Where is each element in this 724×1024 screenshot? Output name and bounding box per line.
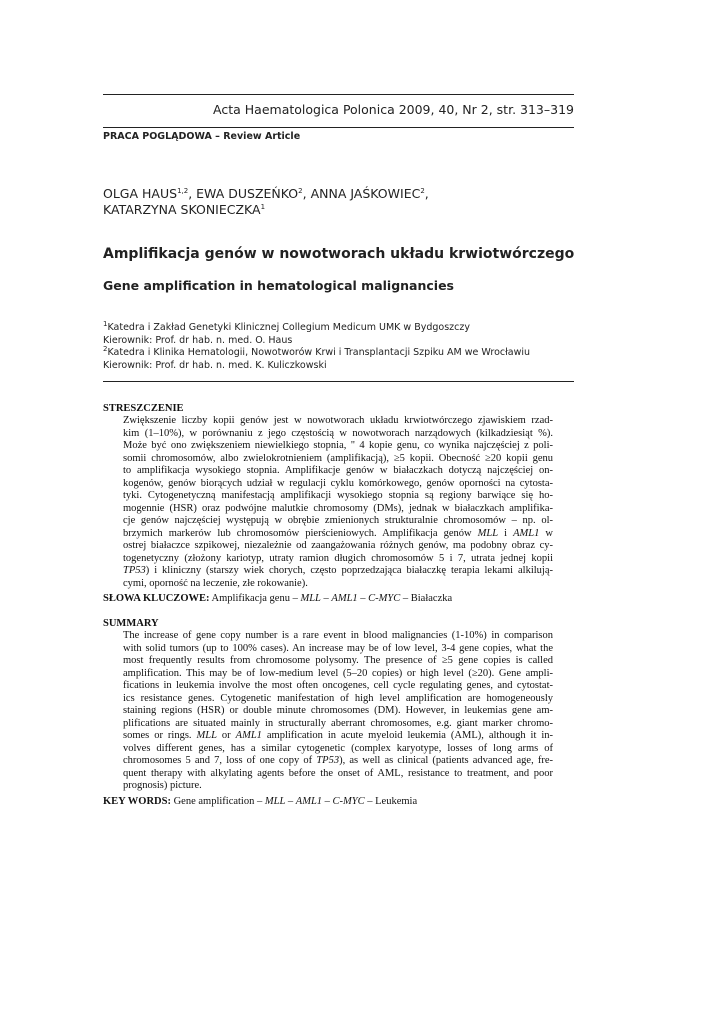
paragraph-line: chromosomes 5 and 7, loss of one copy of TP53), as well as clinical (patients advanced age, fre- bbox=[123, 755, 553, 766]
author-name: KATARZYNA SKONIECZKA bbox=[103, 202, 261, 217]
paragraph-line: staining regions (HSR) or double minute chromosomes (DM). However, in leukemias gene am- bbox=[123, 705, 553, 716]
author-line-2 bbox=[103, 202, 429, 218]
paragraph-line: plifications are situated mainly in structurally aberrant chromosomes, e.g. giant marker chromo- bbox=[123, 717, 553, 729]
title-polish: Amplifikacja genów w nowotworach układu krwiotwórczego bbox=[103, 246, 575, 262]
author-affiliation-mark: 2 bbox=[298, 186, 303, 195]
paragraph-line: mogennie (HSR) oraz podwójne malutkie chromosomy (DMs), jednak w białaczkach amplifika- bbox=[123, 502, 553, 514]
keyword-separator: – bbox=[357, 593, 369, 604]
keyword-gene: MLL bbox=[264, 796, 286, 807]
keyword-gene: AML1 bbox=[295, 796, 323, 807]
gene-name: AML1 bbox=[235, 730, 262, 741]
summary-body bbox=[123, 630, 553, 793]
paragraph-line: kim (1–10%), w porównaniu z jego częstością w nowotworach narządowych (kilkadziesiąt %). bbox=[123, 427, 553, 439]
author-affiliation-mark: 2 bbox=[420, 186, 425, 195]
paragraph-line: prognosis) picture. bbox=[123, 780, 202, 791]
affiliation-text: Kierownik: Prof. dr hab. n. med. O. Haus bbox=[103, 334, 293, 346]
keyword-separator: – bbox=[285, 796, 296, 807]
keyword-text: – Leukemia bbox=[364, 796, 418, 807]
gene-name: MLL bbox=[196, 730, 217, 741]
author-name: ANNA JAŚKOWIEC bbox=[310, 186, 421, 201]
author-separator: , bbox=[188, 186, 197, 201]
author-affiliation-mark: 1,2 bbox=[177, 186, 189, 195]
author-name: EWA DUSZEŃKO bbox=[196, 186, 299, 201]
keyword-gene: C-MYC bbox=[332, 796, 365, 807]
affiliation-line bbox=[103, 347, 530, 360]
top-rule bbox=[103, 94, 574, 95]
keyword-separator: – bbox=[320, 593, 332, 604]
author-separator: , bbox=[302, 186, 311, 201]
affiliation-text: Katedra i Zakład Genetyki Klinicznej Collegium Medicum UMK w Bydgoszczy bbox=[107, 322, 470, 333]
paragraph-line: The increase of gene copy number is a rare event in blood malignancies (1-10%) in comparison bbox=[123, 630, 553, 641]
author-line-1 bbox=[103, 186, 429, 202]
gene-name: TP53 bbox=[316, 755, 340, 766]
affiliation-text: Kierownik: Prof. dr hab. n. med. K. Kuliczkowski bbox=[103, 359, 327, 371]
title-english: Gene amplification in hematological malignancies bbox=[103, 278, 454, 293]
keyword-gene: MLL bbox=[300, 593, 321, 604]
keyword-separator: – bbox=[322, 796, 333, 807]
paragraph-line: volves different genes, has a similar cytogenetic (complex karyotype, losses of long arms of bbox=[123, 742, 553, 754]
affiliation-line bbox=[103, 319, 530, 335]
affiliation-line bbox=[103, 360, 530, 373]
author-separator: , bbox=[424, 186, 429, 201]
paragraph-line: tyki. Cytogenetyczną manifestacją amplifikacji wysokiego stopnia są regiony barwiące się ho- bbox=[123, 490, 553, 501]
journal-citation: Acta Haematologica Polonica 2009, 40, Nr 2, str. 313–319 bbox=[213, 102, 574, 117]
paragraph-line: most frequently results from chromosome polysomy. The presence of ≥5 gene copies is called bbox=[123, 655, 553, 666]
keyword-text: Gene amplification – bbox=[170, 796, 265, 807]
author-name: OLGA HAUS bbox=[103, 186, 178, 201]
paragraph-line: somii chromosomów, albo zwielokrotnieniem (amplifikacją), ≥5 kopii. Obecność ≥20 kopii genu bbox=[123, 452, 553, 464]
paragraph-line: ostrej białaczce szpikowej, niezależnie od zaangażowania różnych genów, ma podobny obraz cy- bbox=[123, 540, 553, 551]
paragraph-line: togenetyczny (złożony kariotyp, utraty ramion długich chromosomów 5 i 7, utrata jednej kopii bbox=[123, 552, 553, 564]
affiliation-mark: 2 bbox=[103, 345, 108, 354]
streszczenie-body bbox=[123, 415, 553, 590]
author-affiliation-mark: 1 bbox=[260, 202, 266, 211]
author-list bbox=[103, 186, 429, 218]
paragraph-line: quent therapy with alkylating agents before the onset of AML, resistance to treatment, and poor bbox=[123, 767, 553, 779]
keyword-gene: C-MYC bbox=[368, 593, 401, 604]
affiliations bbox=[103, 319, 531, 372]
gene-name: TP53 bbox=[123, 565, 146, 576]
paragraph-line: TP53) i kliniczny (starszy wiek chorych, często poprzedzająca białaczkę terapia lekami alkilują- bbox=[123, 565, 553, 576]
affiliation-line bbox=[103, 335, 530, 348]
paragraph-line: fications in leukemia involve the most often oncogenes, cell cycle regulating genes, and cytostat- bbox=[123, 680, 553, 691]
paragraph-line: cje genów najczęściej występują w obrębie zmienionych strukturalnie chromosomów – np. ol- bbox=[123, 515, 553, 526]
summary-heading: SUMMARY bbox=[103, 618, 159, 629]
gene-name: MLL bbox=[477, 527, 499, 539]
paragraph-line: Może być ono zwiększeniem niewielkiego stopnia, " 4 kopie genu, co wynika najczęściej z poli- bbox=[123, 440, 553, 451]
paragraph-line: with solid tumors (up to 100% cases). An increase may be of low level, 3-4 gene copies, what the bbox=[123, 642, 553, 654]
keywords-label: KEY WORDS: bbox=[103, 796, 171, 807]
keywords-polish bbox=[103, 593, 452, 604]
affiliation-mark: 1 bbox=[103, 319, 108, 328]
keyword-text: Amplifikacja genu – bbox=[209, 593, 301, 604]
gene-name: AML1 bbox=[513, 527, 540, 539]
paragraph-line: kogenów, genów biorących udział w regulacji cyklu komórkowego, genów oporności na cytosta- bbox=[123, 477, 553, 489]
paragraph-line: somes or rings. MLL or AML1 amplification in acute myeloid leukemia (AML), although it in- bbox=[123, 730, 554, 741]
paragraph-line: cymi, oporność na leczenie, złe rokowanie). bbox=[123, 577, 308, 589]
keyword-gene: AML1 bbox=[331, 593, 358, 604]
header-rule bbox=[103, 127, 574, 128]
paragraph-line: to amplifikacja wysokiego stopnia. Amplifikacje genów w białaczkach dotyczą najczęściej on- bbox=[123, 465, 553, 476]
paragraph-line: Zwiększenie liczby kopii genów jest w nowotworach układu krwiotwórczego zjawiskiem rzad- bbox=[123, 415, 553, 426]
keywords-label: SŁOWA KLUCZOWE: bbox=[103, 593, 210, 604]
article-type: PRACA POGLĄDOWA – Review Article bbox=[103, 131, 301, 142]
affiliation-text: Katedra i Klinika Hematologii, Nowotworów Krwi i Transplantacji Szpiku AM we Wrocławiu bbox=[107, 347, 531, 359]
paragraph-line: ics resistance genes. Cytogenetic manifestation of high level amplification are homogeneously bbox=[123, 692, 553, 704]
affiliation-rule bbox=[103, 381, 574, 382]
paragraph-line: brzymich markerów lub chromosomów pierścieniowych. Amplifikacja genów MLL i AML1 w bbox=[123, 527, 553, 539]
streszczenie-heading: STRESZCZENIE bbox=[103, 403, 184, 414]
keyword-text: – Białaczka bbox=[400, 593, 453, 604]
paragraph-line: amplification. This may be of low-medium level (5–20 copies) or high level (≥20). Gene ampli- bbox=[123, 667, 553, 679]
keywords-english bbox=[103, 796, 417, 807]
